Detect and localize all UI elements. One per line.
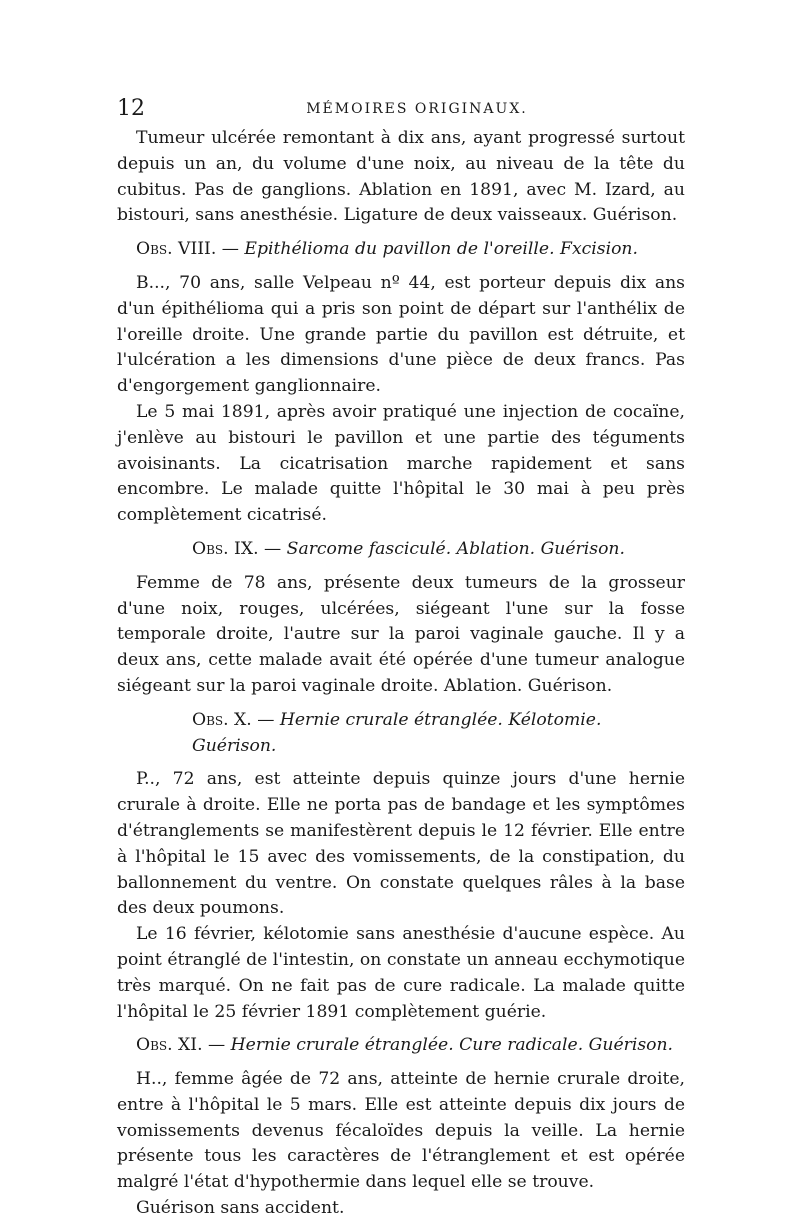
paragraph-obs-viii-case: B..., 70 ans, salle Velpeau nº 44, est porteur depuis dix ans d'un épithélioma qui a pris son point de départ sur l'anthélix de l'oreille droite. Une grande partie du pavillon est détruite, et l'ulcération a les dimensions d'une pièce de deux francs. Pas d'engorgement ganglionnaire. [117, 272, 685, 397]
obs-ix-label: Obs. IX. — [192, 538, 282, 559]
paragraph-obs-x-operation: Le 16 février, kélotomie sans anesthésie d'aucune espèce. Au point étranglé de l'intestin, on constate un anneau ecchymotique très marqué. On ne fait pas de cure radicale. La malade quitte l'hôpital le 25 février 1891 complètement guérie. [117, 924, 685, 1022]
obs-viii-heading [117, 237, 685, 263]
paragraph-tumeur: Tumeur ulcérée remontant à dix ans, ayant progressé surtout depuis un an, du volume d'une noix, au niveau de la tête du cubitus. Pas de ganglions. Ablation en 1891, avec M. Izard, au bistouri, sans anesthésie. Ligature de deux vaisseaux. Guérison. [117, 128, 685, 226]
obs-ix-heading [117, 537, 685, 563]
obs-xi-title: Hernie crurale étranglée. Cure radicale. Guérison. [230, 1035, 674, 1056]
paragraph-obs-xi-case: H.., femme âgée de 72 ans, atteinte de hernie crurale droite, entre à l'hôpital le 5 mars. Elle est atteinte depuis dix jours de vomissements devenus fécaloïdes depuis la veille. La hernie présente tous les caractères de l'étranglement et est opérée malgré l'état d'hypothermie dans lequel elle se trouve. [117, 1069, 685, 1193]
obs-x-heading [117, 708, 685, 760]
obs-ix-title: Sarcome fasciculé. Ablation. Guérison. [286, 538, 625, 559]
paragraph-obs-x-case: P.., 72 ans, est atteinte depuis quinze jours d'une hernie crurale à droite. Elle ne porta pas de bandage et les symptômes d'étranglements se manifestèrent depuis le 12 février. Elle entre à l'hôpital le 15 avec des vomissements, de la constipation, du ballonnement du ventre. On constate quelques râles à la base des deux poumons. [117, 769, 685, 919]
obs-xi-label: Obs. XI. — [136, 1035, 226, 1056]
running-title: MÉMOIRES ORIGINAUX. [306, 101, 528, 117]
obs-xi-heading [117, 1033, 685, 1059]
page-header [117, 96, 687, 124]
paragraph-obs-viii-operation: Le 5 mai 1891, après avoir pratiqué une injection de cocaïne, j'enlève au bistouri le pavillon et une partie des téguments avoisinants. La cicatrisation marche rapidement et sans encombre. Le malade quitte l'hôpital le 30 mai à peu près complètement cicatrisé. [117, 401, 685, 526]
page-number: 12 [117, 96, 145, 121]
obs-viii-title: Epithélioma du pavillon de l'oreille. Fxcision. [244, 239, 638, 260]
paragraph-obs-ix: Femme de 78 ans, présente deux tumeurs de la grosseur d'une noix, rouges, ulcérées, siégeant l'une sur la fosse temporale droite, l'autre sur la paroi vaginale gauche. Il y a deux ans, cette malade avait été opérée d'une tumeur analogue siégeant sur la paroi vaginale droite. Ablation. Guérison. [117, 572, 685, 696]
document-body [117, 126, 685, 1222]
obs-viii-label: Obs. VIII. — [136, 239, 239, 260]
obs-x-title: Hernie crurale étranglée. Kélotomie. Guérison. [192, 709, 602, 756]
obs-x-label: Obs. X. — [192, 709, 275, 730]
paragraph-obs-xi-outcome: Guérison sans accident. [136, 1198, 345, 1219]
